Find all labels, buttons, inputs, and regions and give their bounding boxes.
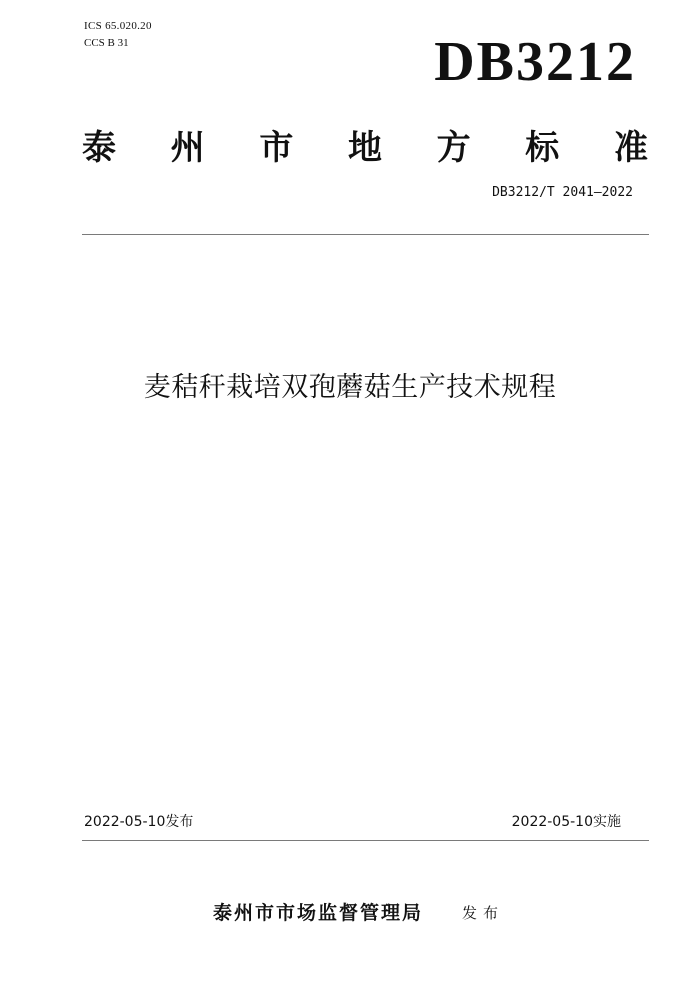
title-char: 州 — [170, 128, 205, 168]
ics-code: ICS 65.020.20 — [84, 20, 152, 32]
issue-date: 2022-05-10发布 — [84, 814, 194, 830]
bottom-divider — [82, 840, 649, 841]
title-char: 准 — [613, 128, 648, 168]
implementation-date: 2022-05-10实施 — [511, 814, 621, 830]
ccs-code: CCS B 31 — [84, 37, 129, 49]
title-char: 泰 — [82, 128, 116, 168]
title-char: 地 — [347, 128, 382, 168]
standard-code-logo: DB3212 — [434, 31, 636, 93]
standard-type-title — [82, 124, 648, 172]
standard-number: DB3212/T 2041—2022 — [492, 185, 633, 200]
issuing-authority: 泰州市市场监督管理局 — [213, 902, 424, 924]
document-title: 麦秸秆栽培双孢蘑菇生产技术规程 — [143, 372, 557, 403]
issue-label: 发布 — [462, 904, 505, 922]
title-char: 标 — [525, 128, 560, 168]
title-char: 方 — [436, 128, 471, 168]
top-divider — [82, 234, 649, 235]
title-char: 市 — [259, 128, 294, 168]
